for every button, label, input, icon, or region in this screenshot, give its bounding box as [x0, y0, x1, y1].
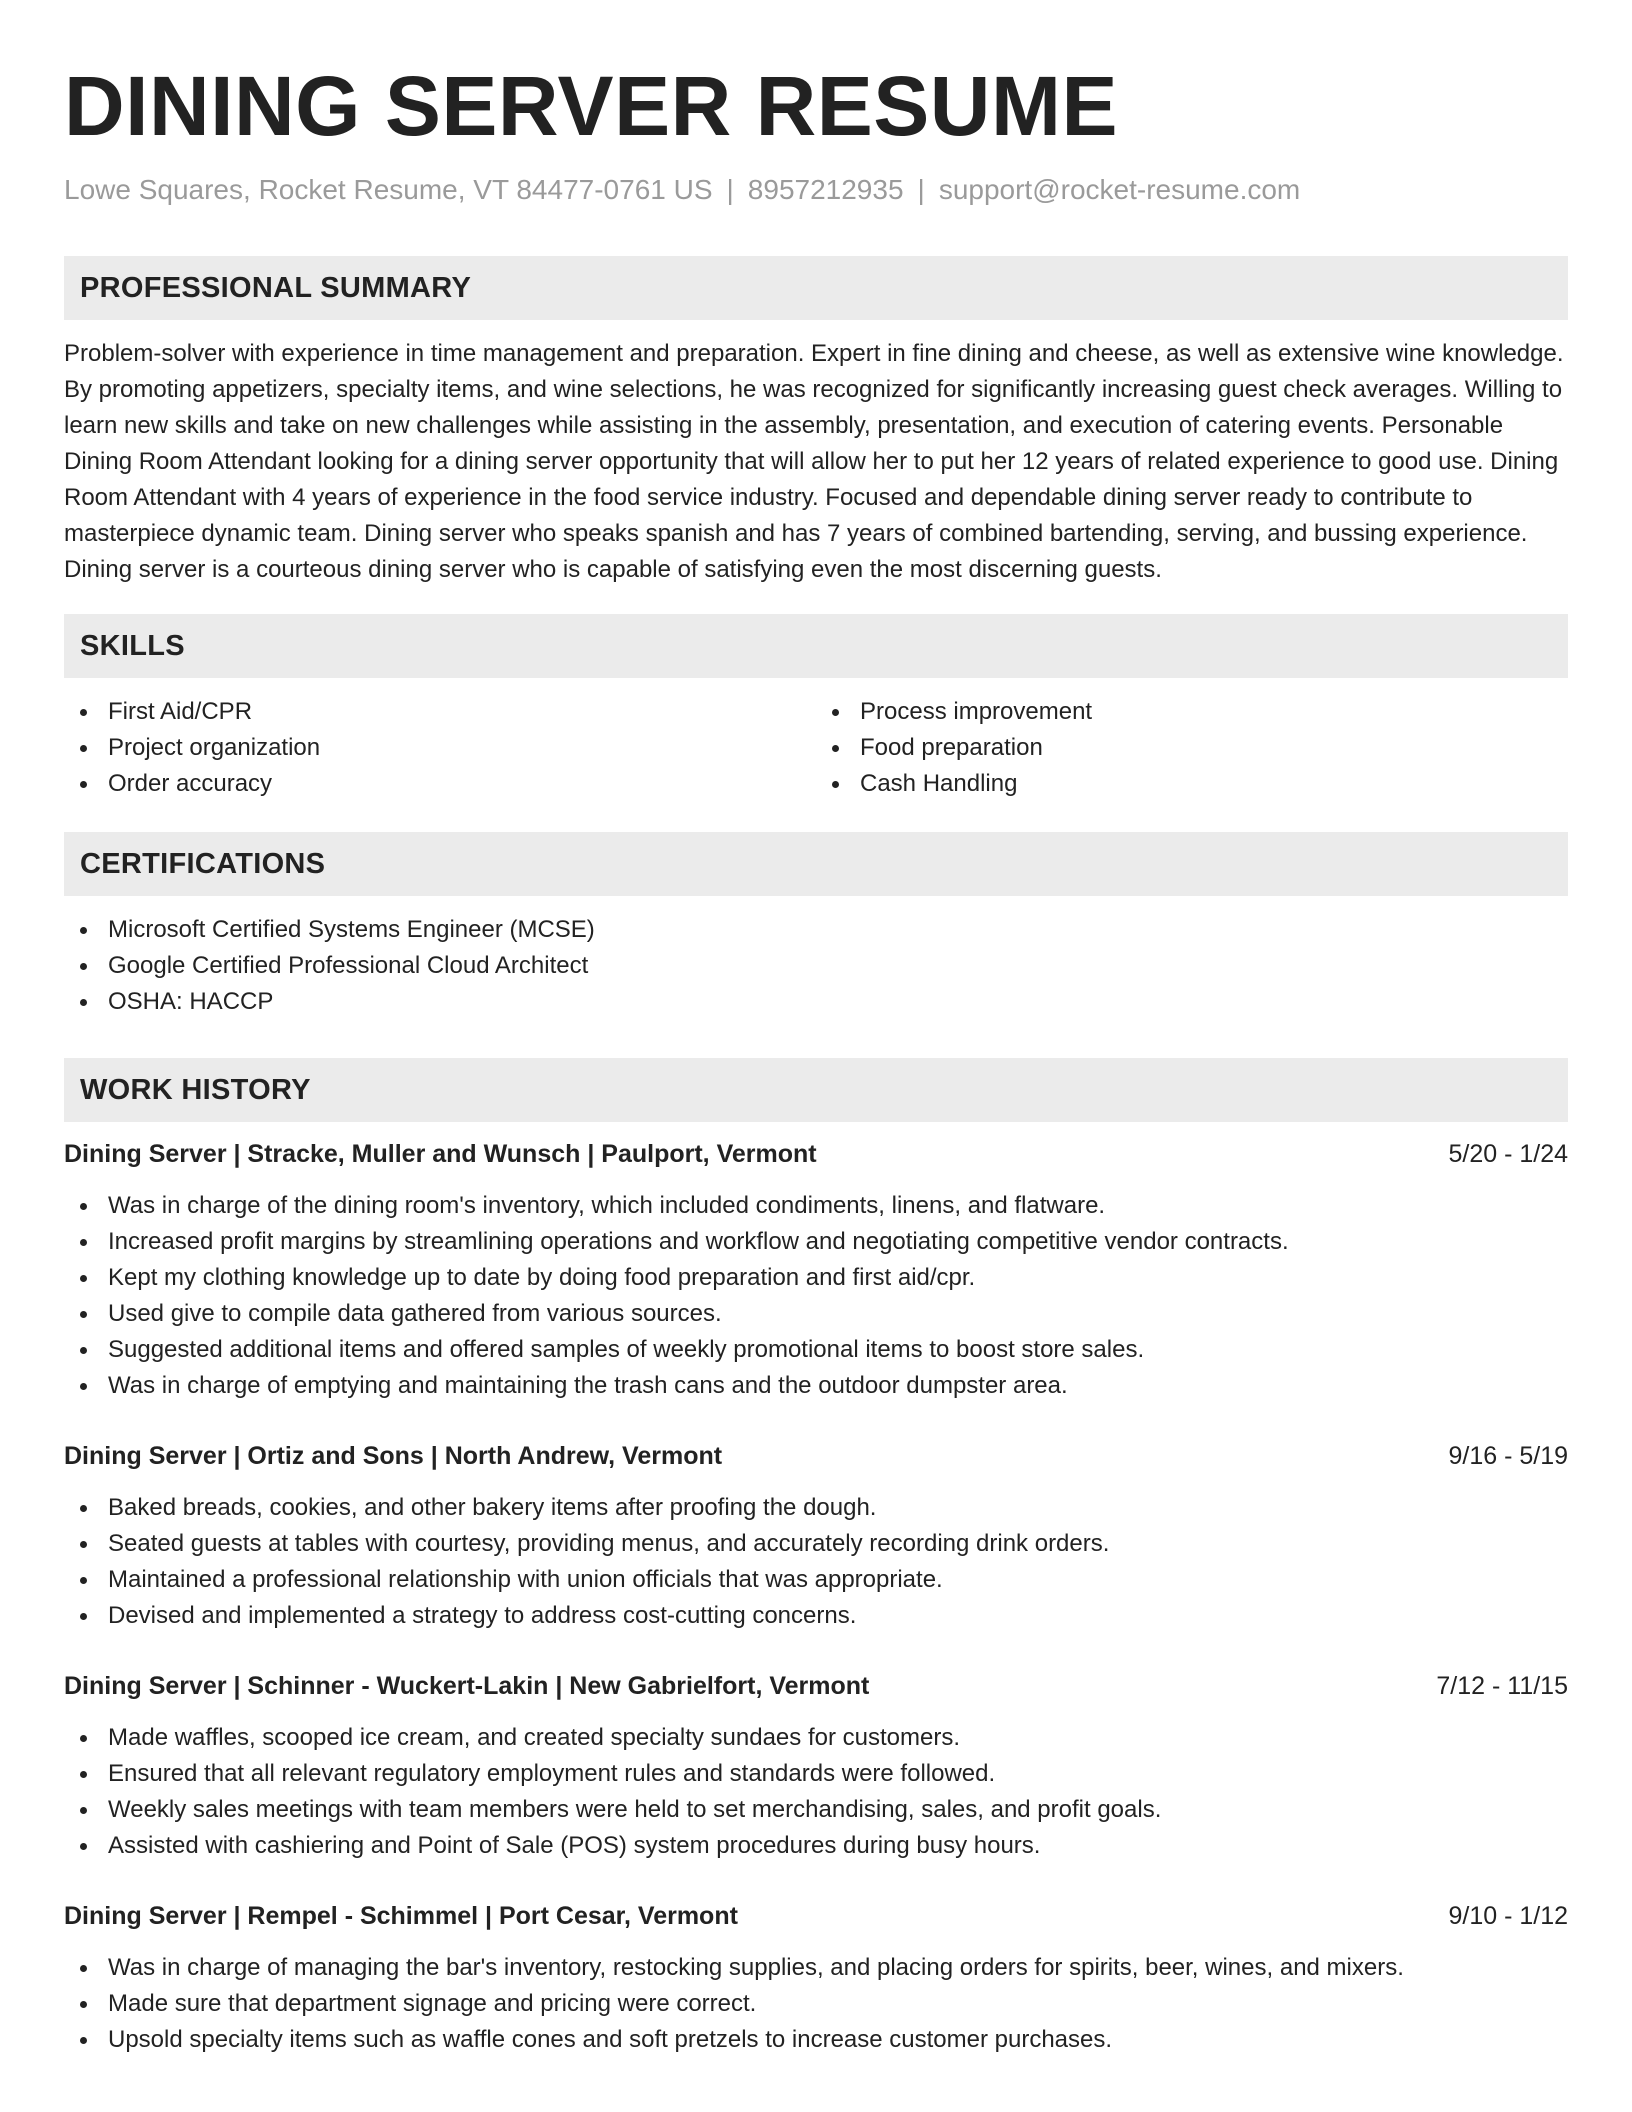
job-bullet: Ensured that all relevant regulatory employment rules and standards were followed.: [64, 1756, 1568, 1792]
job-bullets: [64, 1490, 1568, 1634]
skills-heading: SKILLS: [80, 629, 185, 662]
certifications-list: [64, 912, 1568, 1020]
job-title: Dining Server | Stracke, Muller and Wunsch | Paulport, Vermont: [64, 1140, 817, 1168]
job-bullet: Increased profit margins by streamlining operations and workflow and negotiating competitive vendor contracts.: [64, 1224, 1568, 1260]
skill-item: Cash Handling: [816, 766, 1568, 802]
job-entry: [64, 1898, 1568, 2058]
resume-title: DINING SERVER RESUME: [64, 59, 1118, 153]
job-bullets: [64, 1188, 1568, 1404]
job-bullet: Used give to compile data gathered from various sources.: [64, 1296, 1568, 1332]
certifications-section-header: [64, 832, 1568, 896]
job-entry: [64, 1136, 1568, 1404]
job-header: [64, 1898, 1568, 1934]
job-header: [64, 1136, 1568, 1172]
job-bullet: Seated guests at tables with courtesy, providing menus, and accurately recording drink orders.: [64, 1526, 1568, 1562]
job-bullets: [64, 1950, 1568, 2058]
skill-item: Food preparation: [816, 730, 1568, 766]
job-bullet: Maintained a professional relationship with union officials that was appropriate.: [64, 1562, 1568, 1598]
skill-item: Project organization: [64, 730, 816, 766]
job-header: [64, 1668, 1568, 1704]
job-bullet: Was in charge of the dining room's inventory, which included condiments, linens, and flatware.: [64, 1188, 1568, 1224]
certifications-heading: CERTIFICATIONS: [80, 847, 326, 880]
job-bullet: Upsold specialty items such as waffle cones and soft pretzels to increase customer purchases.: [64, 2022, 1568, 2058]
certification-item: Microsoft Certified Systems Engineer (MCSE): [64, 912, 1568, 948]
job-entry: [64, 1438, 1568, 1634]
job-bullet: Made sure that department signage and pricing were correct.: [64, 1986, 1568, 2022]
job-title: Dining Server | Schinner - Wuckert-Lakin | New Gabrielfort, Vermont: [64, 1672, 870, 1700]
job-entry: [64, 1668, 1568, 1864]
skills-section-header: [64, 614, 1568, 678]
summary-text: Problem-solver with experience in time management and preparation. Expert in fine dining and cheese, as well as extensive wine knowledge. By promoting appetizers, specialty items, and wine selections, he was recognized for significantly increasing guest check averages. Willing to learn new skills and take on new challenges while assisting in the assembly, presentation, and execution of catering events. Personable Dining Room Attendant looking for a dining server opportunity that will allow her to put her 12 years of related experience to good use. Dining Room Attendant with 4 years of experience in the food service industry. Focused and dependable dining server ready to contribute to masterpiece dynamic team. Dining server who speaks spanish and has 7 years of combined bartending, serving, and bussing experience. Dining server is a courteous dining server who is capable of satisfying even the most discerning guests.: [64, 340, 1564, 583]
contact-separator: |: [726, 174, 734, 205]
job-bullet: Assisted with cashiering and Point of Sale (POS) system procedures during busy hours.: [64, 1828, 1568, 1864]
work-history-section-header: [64, 1058, 1568, 1122]
job-dates: 9/10 - 1/12: [1448, 1902, 1568, 1930]
job-title: Dining Server | Rempel - Schimmel | Port Cesar, Vermont: [64, 1902, 738, 1930]
certification-item: OSHA: HACCP: [64, 984, 1568, 1020]
summary-section-header: [64, 256, 1568, 320]
contact-email: support@rocket-resume.com: [938, 174, 1301, 205]
contact-line: [64, 174, 1568, 206]
job-bullet: Was in charge of managing the bar's inventory, restocking supplies, and placing orders for spirits, beer, wines, and mixers.: [64, 1950, 1568, 1986]
skills-right-column: [816, 694, 1568, 802]
job-header: [64, 1438, 1568, 1474]
job-bullet: Devised and implemented a strategy to address cost-cutting concerns.: [64, 1598, 1568, 1634]
job-bullet: Baked breads, cookies, and other bakery items after proofing the dough.: [64, 1490, 1568, 1526]
skills-left-column: [64, 694, 816, 802]
skills-grid: [64, 694, 1568, 802]
job-title: Dining Server | Ortiz and Sons | North Andrew, Vermont: [64, 1442, 723, 1470]
job-bullet: Suggested additional items and offered samples of weekly promotional items to boost store sales.: [64, 1332, 1568, 1368]
certification-item: Google Certified Professional Cloud Architect: [64, 948, 1568, 984]
job-bullets: [64, 1720, 1568, 1864]
contact-separator: |: [917, 174, 925, 205]
skill-item: First Aid/CPR: [64, 694, 816, 730]
job-bullet: Made waffles, scooped ice cream, and created specialty sundaes for customers.: [64, 1720, 1568, 1756]
skill-item: Process improvement: [816, 694, 1568, 730]
job-dates: 9/16 - 5/19: [1448, 1442, 1568, 1470]
contact-phone: 8957212935: [747, 174, 904, 205]
job-dates: 7/12 - 11/15: [1436, 1672, 1568, 1700]
job-bullet: Was in charge of emptying and maintaining the trash cans and the outdoor dumpster area.: [64, 1368, 1568, 1404]
contact-address: Lowe Squares, Rocket Resume, VT 84477-0761 US: [64, 174, 713, 205]
job-dates: 5/20 - 1/24: [1448, 1140, 1568, 1168]
skill-item: Order accuracy: [64, 766, 816, 802]
work-history-heading: WORK HISTORY: [80, 1073, 311, 1106]
job-bullet: Weekly sales meetings with team members were held to set merchandising, sales, and profit goals.: [64, 1792, 1568, 1828]
summary-heading: PROFESSIONAL SUMMARY: [80, 271, 472, 304]
job-bullet: Kept my clothing knowledge up to date by doing food preparation and first aid/cpr.: [64, 1260, 1568, 1296]
